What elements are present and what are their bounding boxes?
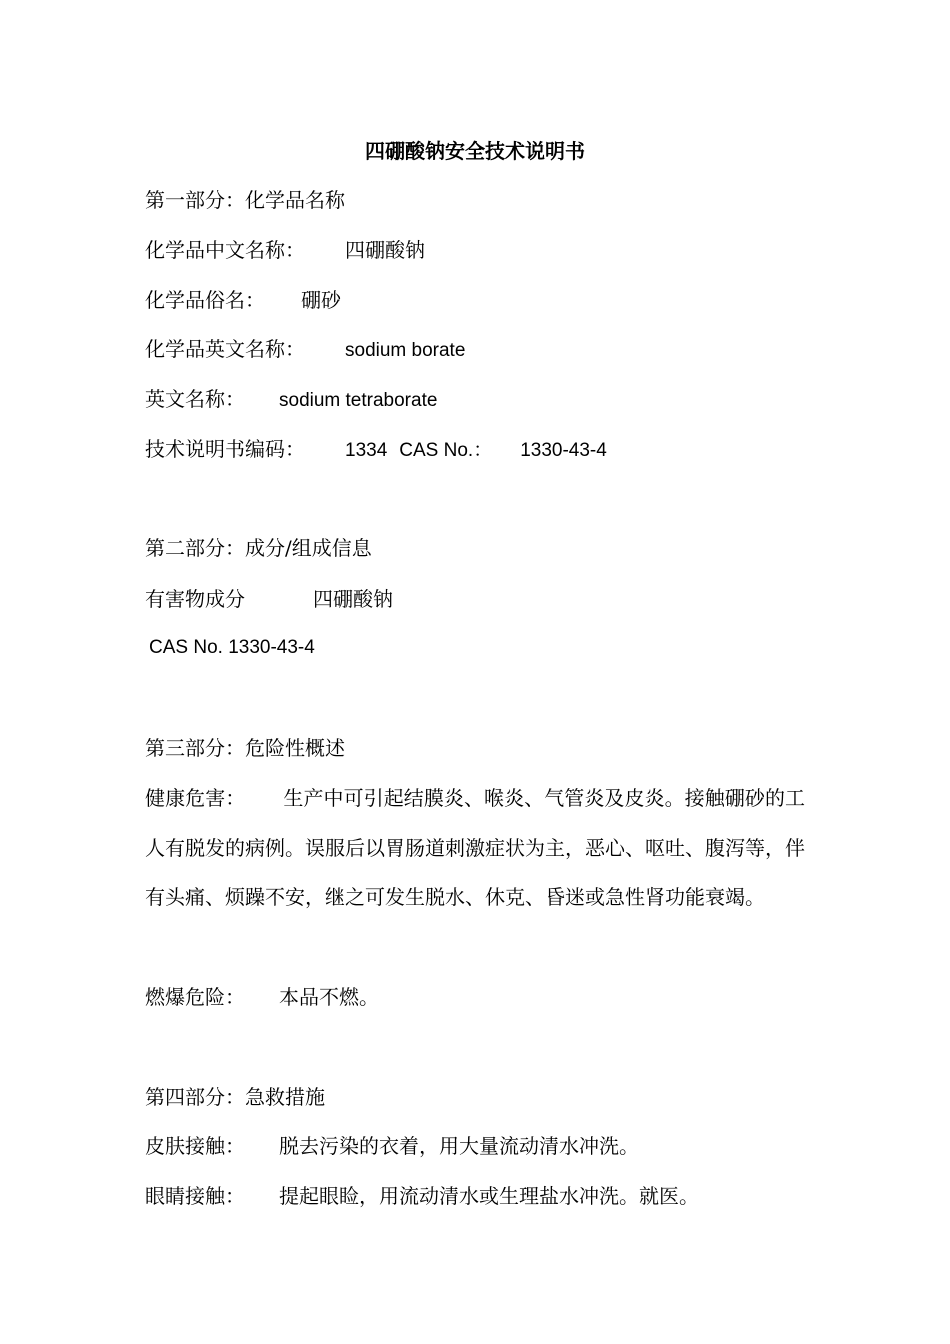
skin-label: 皮肤接触： [145,1134,245,1158]
cas-value: 1330-43-4 [520,440,607,461]
en-name-label: 化学品英文名称： [145,337,305,361]
cas-label: CAS No.： [399,440,493,461]
common-name-label: 化学品俗名： [145,288,265,312]
code-row [145,436,607,464]
cas-line: CAS No. 1330-43-4 [149,637,315,658]
health-label: 健康危害： [145,786,246,810]
en-name-row [145,336,465,364]
document-title: 四硼酸钠安全技术说明书 [365,139,585,163]
section3-heading: 第三部分：危险性概述 [145,736,345,760]
cn-name-label: 化学品中文名称： [145,238,305,262]
cn-name-row [145,237,425,263]
code-value: 1334 [345,440,388,461]
hazard-value: 四硼酸钠 [313,587,393,611]
en-alias-value: sodium tetraborate [279,390,438,411]
section2-heading: 第二部分：成分/组成信息 [145,536,372,560]
fire-label: 燃爆危险： [145,985,245,1009]
section4-heading: 第四部分：急救措施 [145,1085,325,1109]
en-alias-row [145,386,437,414]
fire-value: 本品不燃。 [279,985,379,1009]
common-name-row [145,287,341,313]
common-name-value: 硼砂 [301,288,341,312]
skin-value: 脱去污染的衣着，用大量流动清水冲洗。 [279,1134,639,1158]
health-text: 生产中可引起结膜炎、喉炎、气管炎及皮炎。接触硼砂的工人有脱发的病例。误服后以胃肠道刺激症状为主，恶心、呕吐、腹泻等，伴有头痛、烦躁不安，继之可发生脱水、休克、昏迷或急性肾功能衰竭。 [145,786,806,909]
section1-heading: 第一部分：化学品名称 [145,188,345,212]
hazard-row [145,586,393,612]
hazard-label: 有害物成分 [145,587,245,611]
en-name-value: sodium borate [345,340,466,361]
fire-row [145,984,379,1010]
eye-value: 提起眼睑，用流动清水或生理盐水冲洗。就医。 [279,1184,699,1208]
skin-row [145,1133,639,1159]
health-hazard-paragraph [145,774,805,923]
cn-name-value: 四硼酸钠 [345,238,425,262]
eye-row [145,1183,699,1209]
eye-label: 眼睛接触： [145,1184,245,1208]
en-alias-label: 英文名称： [145,387,245,411]
code-label: 技术说明书编码： [145,437,305,461]
